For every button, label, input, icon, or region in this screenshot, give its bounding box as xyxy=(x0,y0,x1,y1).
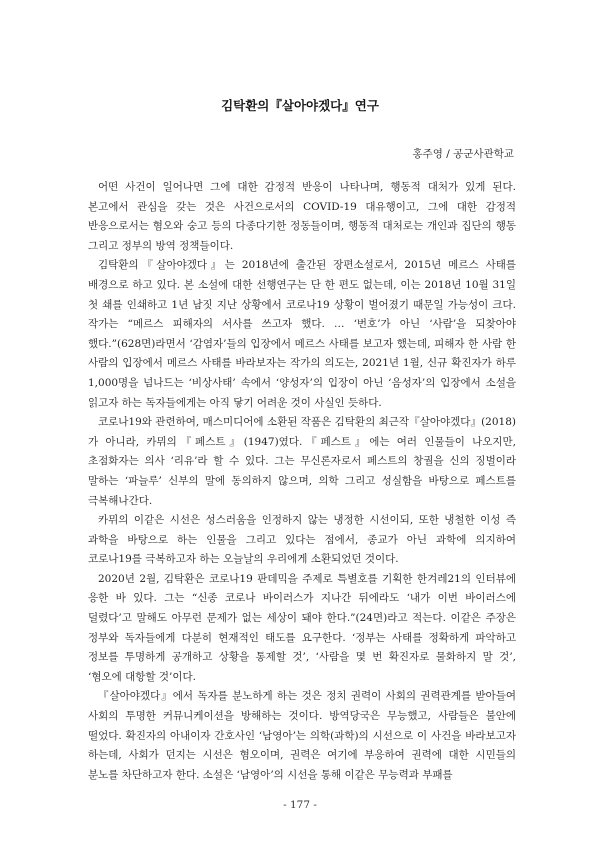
paragraph: 카뮈의 이같은 시선은 성스러움을 인정하지 않는 냉정한 시선이되, 또한 냉철한 이성 즉 과학을 바탕으로 하는 인물을 그리고 있다는 점에서, 종교가 아닌 과학에 의지하여 코로나19를 극복하고자 하는 오늘날의 우리에게 소환되었던 것이다. xyxy=(88,514,516,566)
author-affiliation: 홍주영 / 공군사관학교 xyxy=(412,148,514,160)
paragraph: 김탁환의『살아야겠다』는 2018년에 출간된 장편소설로서, 2015년 메르스 사태를 배경으로 하고 있다. 본 소설에 대한 선행연구는 단 한 편도 없는데, 이는 2018년 10월 31일 첫 쇄를 인쇄하고 1년 남짓 지난 상황에서 코로나19 상황이 벌어졌기 때문일 가능성이 크다. 작가는 “메르스 피해자의 서사를 쓰고자 했다. … ‘번호’가 아닌 ‘사람’을 되찾아야 했다.”(628면)라면서 ‘감염자’들의 입장에서 메르스 사태를 보고자 했는데, 피해자 한 사람 한 사람의 입장에서 메르스 사태를 바라보자는 작가의 의도는, 2021년 1월, 신규 확진자가 하루 1,000명을 넘나드는 ‘비상사태’ 속에서 ‘양성자’의 입장이 아닌 ‘음성자’의 입장에서 소설을 읽고자 하는 독자들에게는 아직 닿기 어려운 것이 사실인 듯하다. xyxy=(88,259,516,409)
paragraph: 『살아야겠다』에서 독자를 분노하게 하는 것은 정치 권력이 사회의 권력관계를 받아들여 사회의 투명한 커뮤니케이션을 방해하는 것이다. 방역당국은 무능했고, 사람들은 불안에 떨었다. 확진자의 아내이자 간호사인 ‘남영아’는 의학(과학)의 시선으로 이 사건을 바라보고자 하는데, 사회가 던지는 시선은 혐오이며, 권력은 여기에 부응하여 권력에 대한 시민들의 분노를 차단하고자 한다. 소설은 ‘남영아’의 시선을 통해 이같은 무능력과 부패를 xyxy=(88,690,516,781)
paragraph: 어떤 사건이 일어나면 그에 대한 감정적 반응이 나타나며, 행동적 대처가 있게 된다. 본고에서 관심을 갖는 것은 사건으로서의 COVID-19 대유행이고, 그에 대한 감정적 반응으로서는 혐오와 숭고 등의 다종다기한 정동들이며, 행동적 대처로는 개인과 집단의 행동 그리고 정부의 방역 정책들이다. xyxy=(88,181,516,252)
paragraph: 2020년 2월, 김탁환은 코로나19 판데믹을 주제로 특별호를 기획한 한겨레21의 인터뷰에 응한 바 있다. 그는 “신종 코로나 바이러스가 지나간 뒤에라도 ‘내가 이번 바이러스에 덜렸다’고 말해도 아무런 문제가 없는 세상이 돼야 한다.”(24면)라고 적는다. 이같은 주장은 정부와 독자들에게 다분히 현재적인 태도를 요구한다. ‘정부는 사태를 정확하게 파악하고 정보를 투명하게 공개하고 상황을 통제할 것’, ‘사람을 몇 번 확진자로 물화하지 말 것’, ‘혐오에 대항할 것’이다. xyxy=(88,572,516,683)
body-text xyxy=(88,178,516,785)
page-number: - 177 - xyxy=(283,799,317,811)
paragraph: 코로나19와 관련하여, 매스미디어에 소환된 작품은 김탁환의 최근작『살아야겠다』(2018)가 아니라, 카뮈의『페스트』(1947)였다.『페스트』에는 여러 인물들이 나오지만, 초점화자는 의사 ‘리유’라 할 수 있다. 그는 무신론자로서 페스트의 창궐을 신의 징벌이라 말하는 ‘파늘루’ 신부의 말에 동의하지 않으며, 의학 그리고 성실함을 바탕으로 페스트를 극복해나간다. xyxy=(88,416,516,507)
page-title: 김탁환의『살아야겠다』연구 xyxy=(221,98,379,113)
